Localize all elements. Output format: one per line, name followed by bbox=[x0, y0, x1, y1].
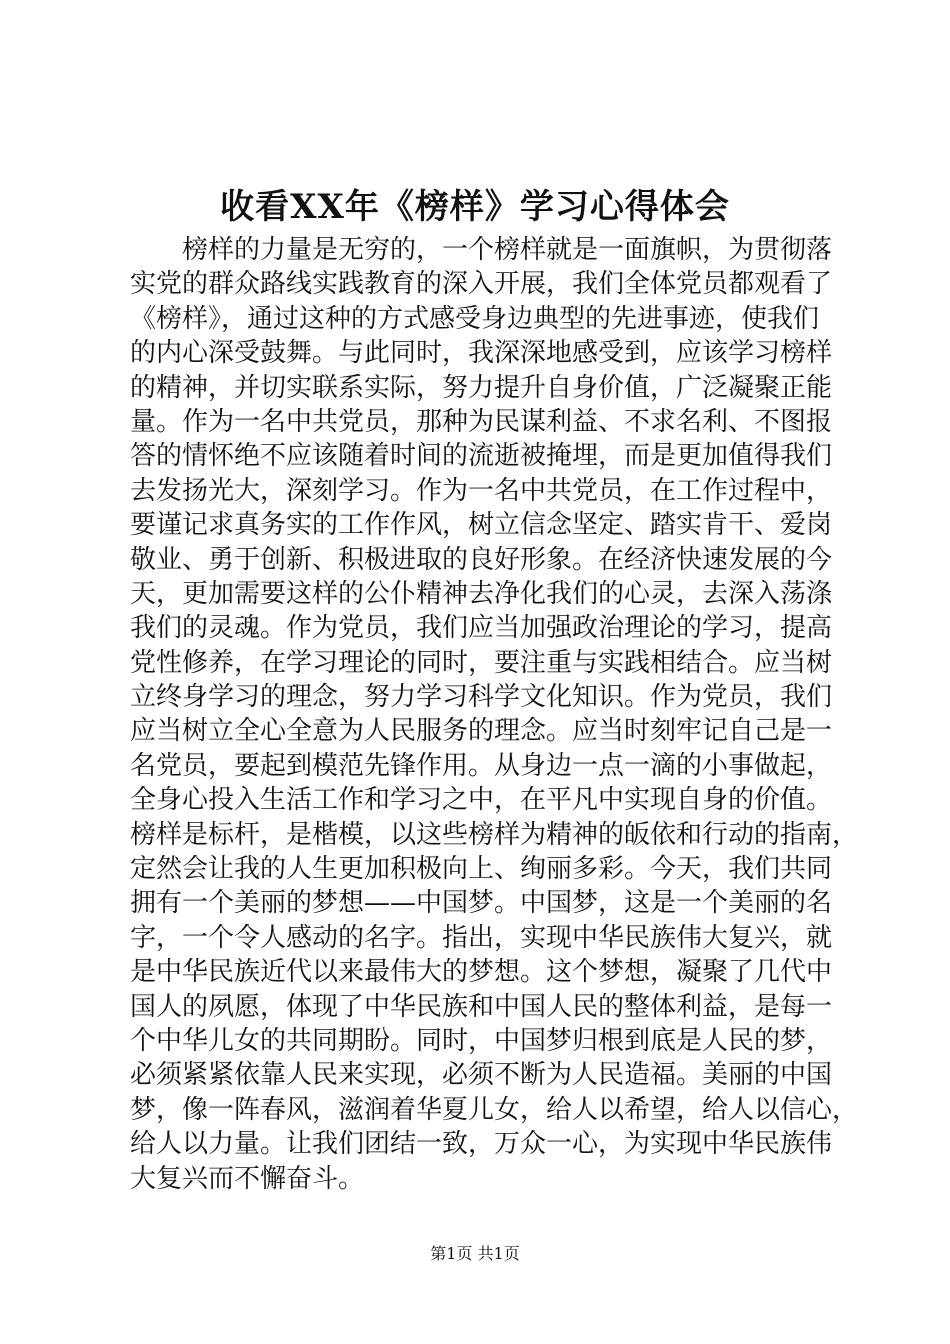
body-line: 榜样是标杆，是楷模，以这些榜样为精神的皈依和行动的指南， bbox=[130, 819, 859, 850]
body-line: 量。作为一名中共党员，那种为民谋利益、不求名利、不图报 bbox=[130, 406, 833, 437]
body-line: 的精神，并切实联系实际，努力提升自身价值，广泛凝聚正能 bbox=[130, 372, 833, 403]
page-number-footer: 第1页 共1页 bbox=[430, 1244, 520, 1263]
body-line: 应当树立全心全意为人民服务的理念。应当时刻牢记自己是一 bbox=[130, 716, 833, 747]
body-line: 定然会让我的人生更加积极向上、绚丽多彩。今天，我们共同 bbox=[130, 854, 833, 885]
body-line: 《榜样》，通过这种的方式感受身边典型的先进事迹，使我们 bbox=[130, 303, 820, 334]
body-line: 榜样的力量是无穷的，一个榜样就是一面旗帜，为贯彻落 bbox=[130, 235, 833, 265]
body-line: 国人的夙愿，体现了中华民族和中国人民的整体利益，是每一 bbox=[130, 991, 833, 1022]
document-body bbox=[130, 233, 859, 1196]
body-line: 实党的群众路线实践教育的深入开展，我们全体党员都观看了 bbox=[130, 269, 833, 300]
body-line: 立终身学习的理念，努力学习科学文化知识。作为党员，我们 bbox=[130, 682, 833, 713]
body-line: 个中华儿女的共同期盼。同时，中国梦归根到底是人民的梦， bbox=[130, 1025, 833, 1056]
body-line: 梦，像一阵春风，滋润着华夏儿女，给人以希望，给人以信心， bbox=[130, 1094, 859, 1125]
body-line: 字，一个令人感动的名字。指出，实现中华民族伟大复兴，就 bbox=[130, 922, 833, 953]
body-line: 必须紧紧依靠人民来实现，必须不断为人民造福。美丽的中国 bbox=[130, 1060, 833, 1091]
body-line: 的内心深受鼓舞。与此同时，我深深地感受到，应该学习榜样 bbox=[130, 338, 833, 369]
body-line: 是中华民族近代以来最伟大的梦想。这个梦想，凝聚了几代中 bbox=[130, 957, 833, 988]
body-line: 拥有一个美丽的梦想——中国梦。中国梦，这是一个美丽的名 bbox=[130, 888, 833, 919]
body-line: 党性修养，在学习理论的同时，要注重与实践相结合。应当树 bbox=[130, 647, 833, 678]
body-line: 去发扬光大，深刻学习。作为一名中共党员，在工作过程中， bbox=[130, 475, 833, 506]
body-line: 给人以力量。让我们团结一致，万众一心，为实现中华民族伟 bbox=[130, 1129, 833, 1160]
body-line: 敬业、勇于创新、积极进取的良好形象。在经济快速发展的今 bbox=[130, 544, 833, 575]
body-line: 全身心投入生活工作和学习之中，在平凡中实现自身的价值。 bbox=[130, 785, 833, 816]
body-line: 答的情怀绝不应该随着时间的流逝被掩埋，而是更加值得我们 bbox=[130, 441, 833, 472]
body-line: 天，更加需要这样的公仆精神去净化我们的心灵，去深入荡涤 bbox=[130, 578, 833, 609]
body-line: 我们的灵魂。作为党员，我们应当加强政治理论的学习，提高 bbox=[130, 613, 833, 644]
body-line: 名党员，要起到模范先锋作用。从身边一点一滴的小事做起， bbox=[130, 750, 833, 781]
body-line: 要谨记求真务实的工作作风，树立信念坚定、踏实肯干、爱岗 bbox=[130, 510, 833, 541]
body-line: 大复兴而不懈奋斗。 bbox=[130, 1163, 365, 1194]
document-title: 收看XX年《榜样》学习心得体会 bbox=[220, 187, 730, 227]
